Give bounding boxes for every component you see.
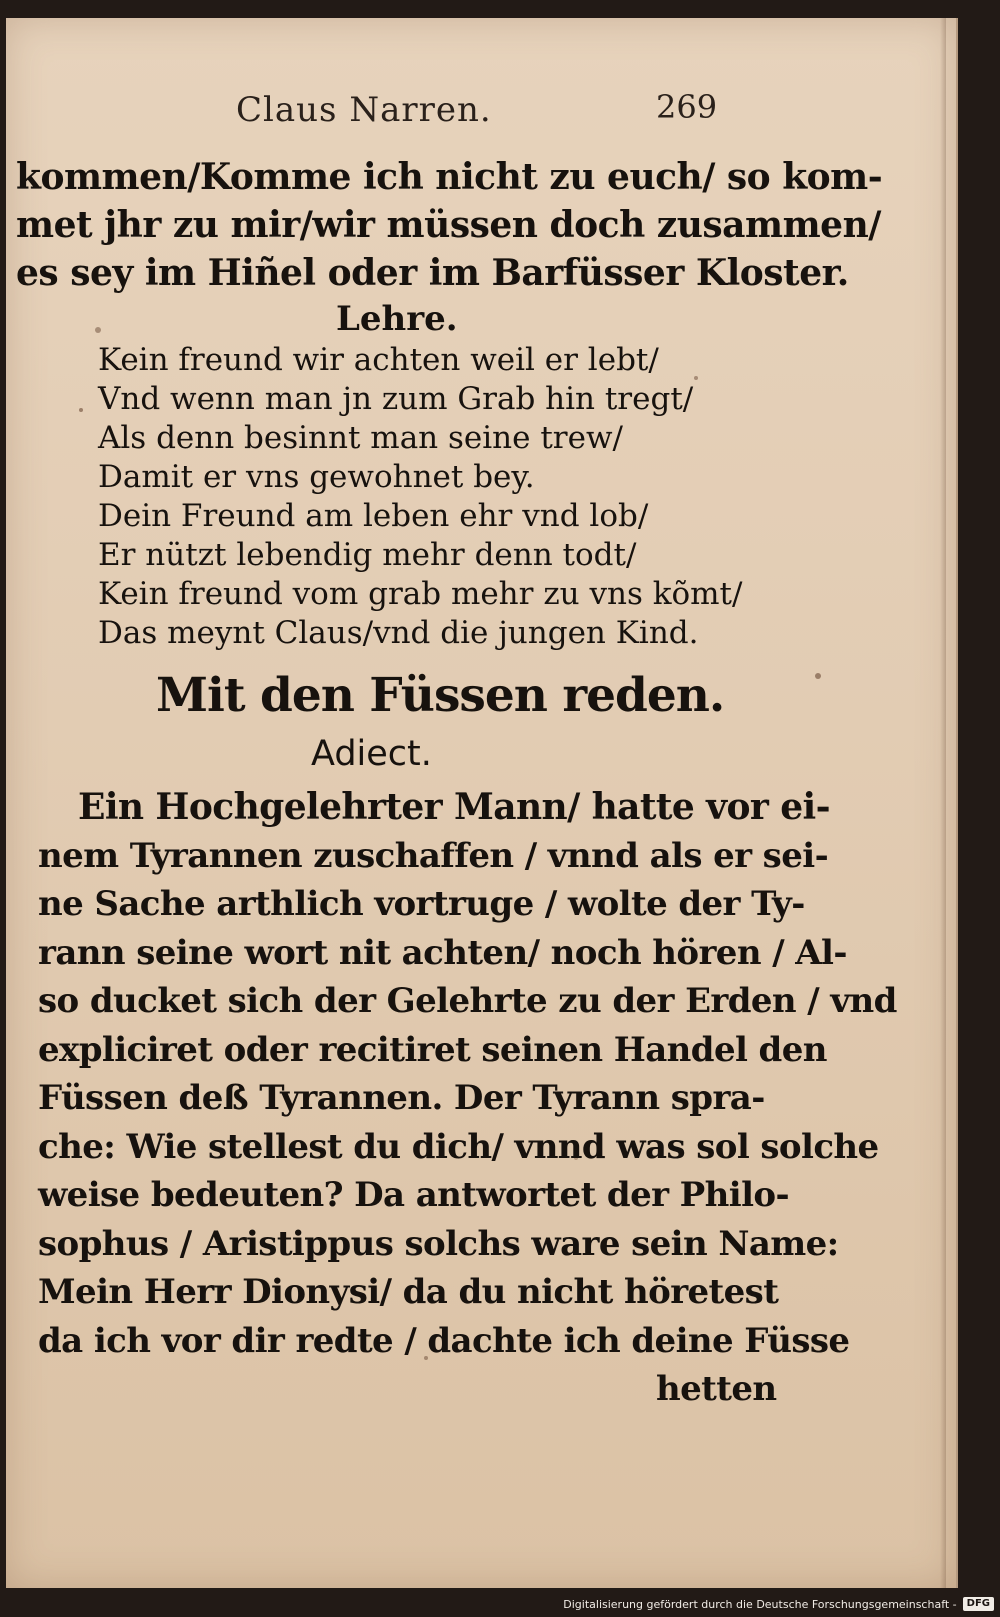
page-number: 269 xyxy=(656,88,718,126)
prose-line: nem Tyrannen zuschaffen / vnnd als er sei- xyxy=(38,835,829,876)
lehre-heading: Lehre. xyxy=(336,299,458,339)
section-subtitle: Adiect. xyxy=(311,734,432,774)
text-block xyxy=(16,153,897,1414)
verse-line: Das meynt Claus/vnd die jungen Kind. xyxy=(98,615,699,651)
prose-line: weise bedeuten? Da antwortet der Philo- xyxy=(38,1175,789,1215)
verse-line: Er nützt lebendig mehr denn todt/ xyxy=(98,537,637,573)
prose-line: rann seine wort nit achten/ noch hören / Al- xyxy=(38,932,847,973)
text-line: met jhr zu mir/wir müssen doch zusammen/ xyxy=(16,204,881,246)
section-title: Mit den Füssen reden. xyxy=(156,668,725,723)
prose-line: sophus / Aristippus solchs ware sein Name: xyxy=(38,1223,839,1264)
catchword: hetten xyxy=(656,1369,777,1409)
prose-line: Ein Hochgelehrter Mann/ hatte vor ei- xyxy=(78,786,830,828)
verse-line: Vnd wenn man jn zum Grab hin tregt/ xyxy=(98,381,694,417)
prose-line: che: Wie stellest du dich/ vnnd was sol solche xyxy=(38,1126,879,1167)
prose-line: da ich vor dir redte / dachte ich deine Füsse xyxy=(38,1320,850,1361)
dfg-logo: DFG xyxy=(963,1597,994,1611)
verse-line: Damit er vns gewohnet bey. xyxy=(98,459,535,495)
running-head: Claus Narren. xyxy=(236,90,492,130)
prose-line: ne Sache arthlich vortruge / wolte der Ty- xyxy=(38,884,805,924)
prose-line: so ducket sich der Gelehrte zu der Erden / vnd xyxy=(38,981,897,1021)
prose-line: expliciret oder recitiret seinen Handel den xyxy=(38,1029,827,1070)
digitization-credit xyxy=(563,1595,994,1613)
text-line: kommen/Komme ich nicht zu euch/ so kom- xyxy=(16,156,883,198)
credit-text: Digitalisierung gefördert durch die Deutsche Forschungsgemeinschaft - xyxy=(563,1597,957,1611)
verse-line: Als denn besinnt man seine trew/ xyxy=(98,420,623,456)
text-line: es sey im Hiñel oder im Barfüsser Kloster. xyxy=(16,252,849,294)
verse-line: Kein freund wir achten weil er lebt/ xyxy=(98,342,659,378)
verse-line: Kein freund vom grab mehr zu vns kõmt/ xyxy=(98,576,743,612)
prose-line: Mein Herr Dionysi/ da du nicht höretest xyxy=(38,1272,779,1312)
prose-line: Füssen deß Tyrannen. Der Tyrann spra- xyxy=(38,1078,765,1118)
book-page xyxy=(6,18,958,1588)
verse-line: Dein Freund am leben ehr vnd lob/ xyxy=(98,498,649,534)
